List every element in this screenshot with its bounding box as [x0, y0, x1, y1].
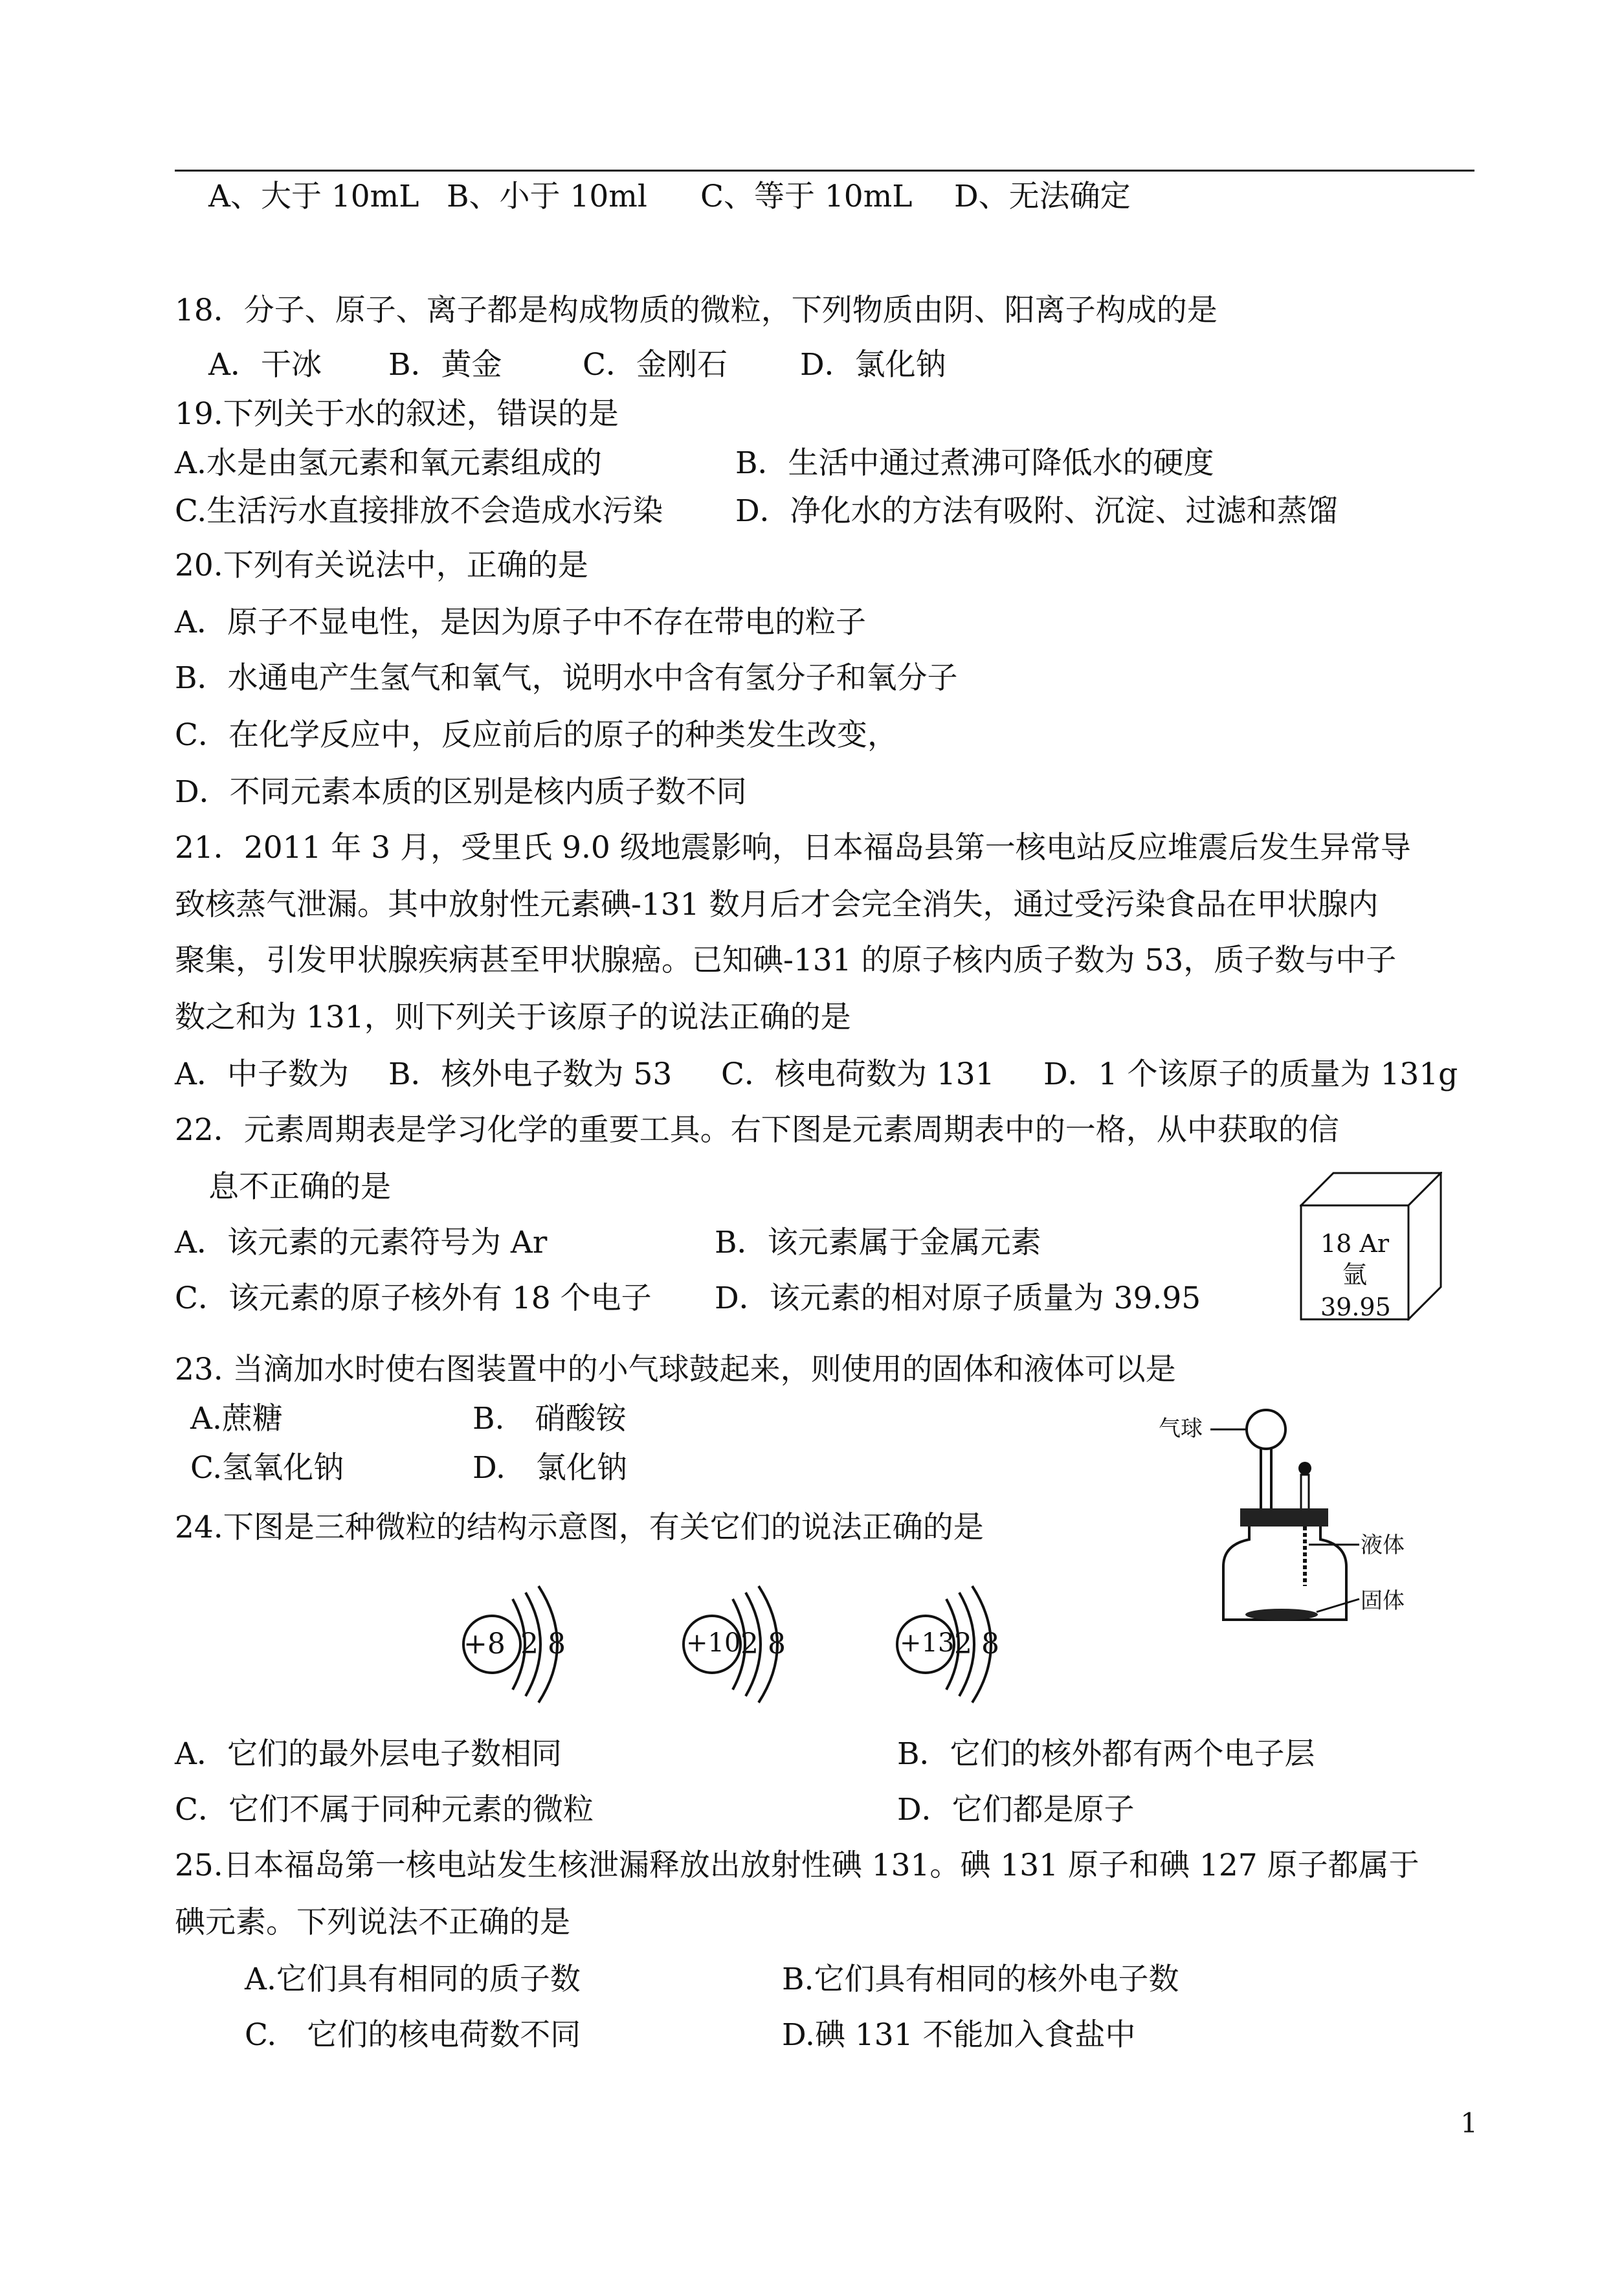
- atom-2-shell-electrons: 2 8: [740, 1627, 786, 1661]
- cell-atomic-mass: 39.95: [1320, 1293, 1391, 1321]
- q25-option-b: B.它们具有相同的核外电子数: [782, 1962, 1179, 1997]
- q25-option-d: D.碘 131 不能加入食盐中: [782, 2017, 1136, 2053]
- q23-option-b: B. 硝酸铵: [473, 1401, 627, 1437]
- q18-stem: 18．分子、原子、离子都是构成物质的微粒，下列物质由阴、阳离子构成的是: [175, 293, 1218, 328]
- atom-1-shell-electrons: 2 8: [520, 1627, 566, 1661]
- q17-option-d: D、无法确定: [954, 179, 1131, 214]
- q22-option-a: A．该元素的元素符号为 Ar: [175, 1225, 548, 1260]
- q20-stem: 20.下列有关说法中，正确的是: [175, 548, 588, 583]
- q24-stem: 24.下图是三种微粒的结构示意图，有关它们的说法正确的是: [175, 1510, 984, 1545]
- stopper: [1240, 1508, 1328, 1527]
- q18-option-b: B．黄金: [388, 347, 502, 383]
- bottle: [1223, 1527, 1346, 1620]
- atom-3-nucleus-charge: +13: [900, 1628, 955, 1658]
- cell-element-name: 氩: [1342, 1260, 1368, 1289]
- balloon-icon: [1247, 1410, 1285, 1449]
- q21-line-2: 致核蒸气泄漏。其中放射性元素碘-131 数月后才会完全消失，通过受污染食品在甲状腺内: [175, 887, 1379, 923]
- q25-option-a: A.它们具有相同的质子数: [245, 1962, 581, 1997]
- q23-option-a: A.蔗糖: [190, 1401, 283, 1437]
- q22-option-b: B．该元素属于金属元素: [715, 1225, 1041, 1260]
- q23-option-c: C.氢氧化钠: [190, 1450, 344, 1486]
- page-number: 1: [1460, 2107, 1478, 2139]
- q20-option-d: D．不同元素本质的区别是核内质子数不同: [175, 774, 747, 810]
- q24-option-d: D．它们都是原子: [897, 1792, 1135, 1828]
- atom-3-shell-electrons: 2 8: [954, 1627, 999, 1661]
- q25-option-c: C. 它们的核电荷数不同: [245, 2017, 581, 2053]
- q19-option-d: D．净化水的方法有吸附、沉淀、过滤和蒸馏: [735, 493, 1338, 529]
- q22-line-1: 22．元素周期表是学习化学的重要工具。右下图是元素周期表中的一格，从中获取的信: [175, 1112, 1339, 1148]
- q21-line-3: 聚集，引发甲状腺疾病甚至甲状腺癌。已知碘-131 的原子核内质子数为 53，质子数与中子: [175, 943, 1397, 978]
- q20-option-a: A．原子不显电性，是因为原子中不存在带电的粒子: [175, 605, 866, 640]
- q17-option-c: C、等于 10mL: [700, 179, 913, 214]
- atom-1-nucleus-charge: +8: [463, 1627, 506, 1661]
- dropper-bulb: [1298, 1462, 1311, 1475]
- q24-option-b: B．它们的核外都有两个电子层: [897, 1736, 1315, 1772]
- solid-pile: [1245, 1609, 1318, 1620]
- q22-option-d: D．该元素的相对原子质量为 39.95: [715, 1281, 1201, 1316]
- q19-option-c: C.生活污水直接排放不会造成水污染: [175, 493, 663, 529]
- q21-option-b: B．核外电子数为 53: [388, 1057, 673, 1092]
- balloon-label: 气球: [1159, 1416, 1203, 1442]
- q18-option-a: A．干冰: [208, 347, 322, 383]
- q18-option-c: C．金刚石: [583, 347, 728, 383]
- liquid-label: 液体: [1361, 1532, 1405, 1558]
- q21-option-c: C．核电荷数为 131: [721, 1057, 995, 1092]
- q19-stem: 19.下列关于水的叙述，错误的是: [175, 396, 619, 432]
- q21-line-4: 数之和为 131，则下列关于该原子的说法正确的是: [175, 1000, 851, 1035]
- q25-line-1: 25.日本福岛第一核电站发生核泄漏释放出放射性碘 131。碘 131 原子和碘 127 原子都属于: [175, 1848, 1419, 1883]
- q23-stem: 23. 当滴加水时使右图装置中的小气球鼓起来，则使用的固体和液体可以是: [175, 1352, 1176, 1387]
- q20-option-c: C．在化学反应中，反应前后的原子的种类发生改变，: [175, 717, 898, 753]
- cell-number-symbol: 18 Ar: [1320, 1229, 1390, 1258]
- q24-option-a: A．它们的最外层电子数相同: [175, 1736, 562, 1772]
- q18-option-d: D．氯化钠: [800, 347, 946, 383]
- q24-option-c: C．它们不属于同种元素的微粒: [175, 1792, 594, 1828]
- q25-line-2: 碘元素。下列说法不正确的是: [175, 1905, 570, 1940]
- q21-option-a: A．中子数为: [175, 1057, 349, 1092]
- q20-option-b: B．水通电产生氢气和氧气，说明水中含有氢分子和氧分子: [175, 660, 958, 696]
- q17-option-b: B、小于 10ml: [447, 179, 647, 214]
- solid-label: 固体: [1361, 1588, 1405, 1614]
- q19-option-a: A.水是由氢元素和氧元素组成的: [175, 445, 602, 481]
- q21-line-1: 21．2011 年 3 月，受里氏 9.0 级地震影响，日本福岛县第一核电站反应堆震后发生异常导: [175, 830, 1411, 866]
- q19-option-b: B．生活中通过煮沸可降低水的硬度: [735, 445, 1214, 481]
- q22-option-c: C．该元素的原子核外有 18 个电子: [175, 1281, 652, 1316]
- header-rule: [175, 170, 1474, 172]
- atom-2-nucleus-charge: +10: [686, 1628, 741, 1658]
- q17-option-a: A、大于 10mL: [208, 179, 419, 214]
- dropper-body: [1301, 1475, 1309, 1514]
- q22-line-2: 息不正确的是: [208, 1169, 391, 1205]
- q23-option-d: D. 氯化钠: [473, 1450, 627, 1486]
- q21-option-d: D．1 个该原子的质量为 131g: [1043, 1057, 1458, 1092]
